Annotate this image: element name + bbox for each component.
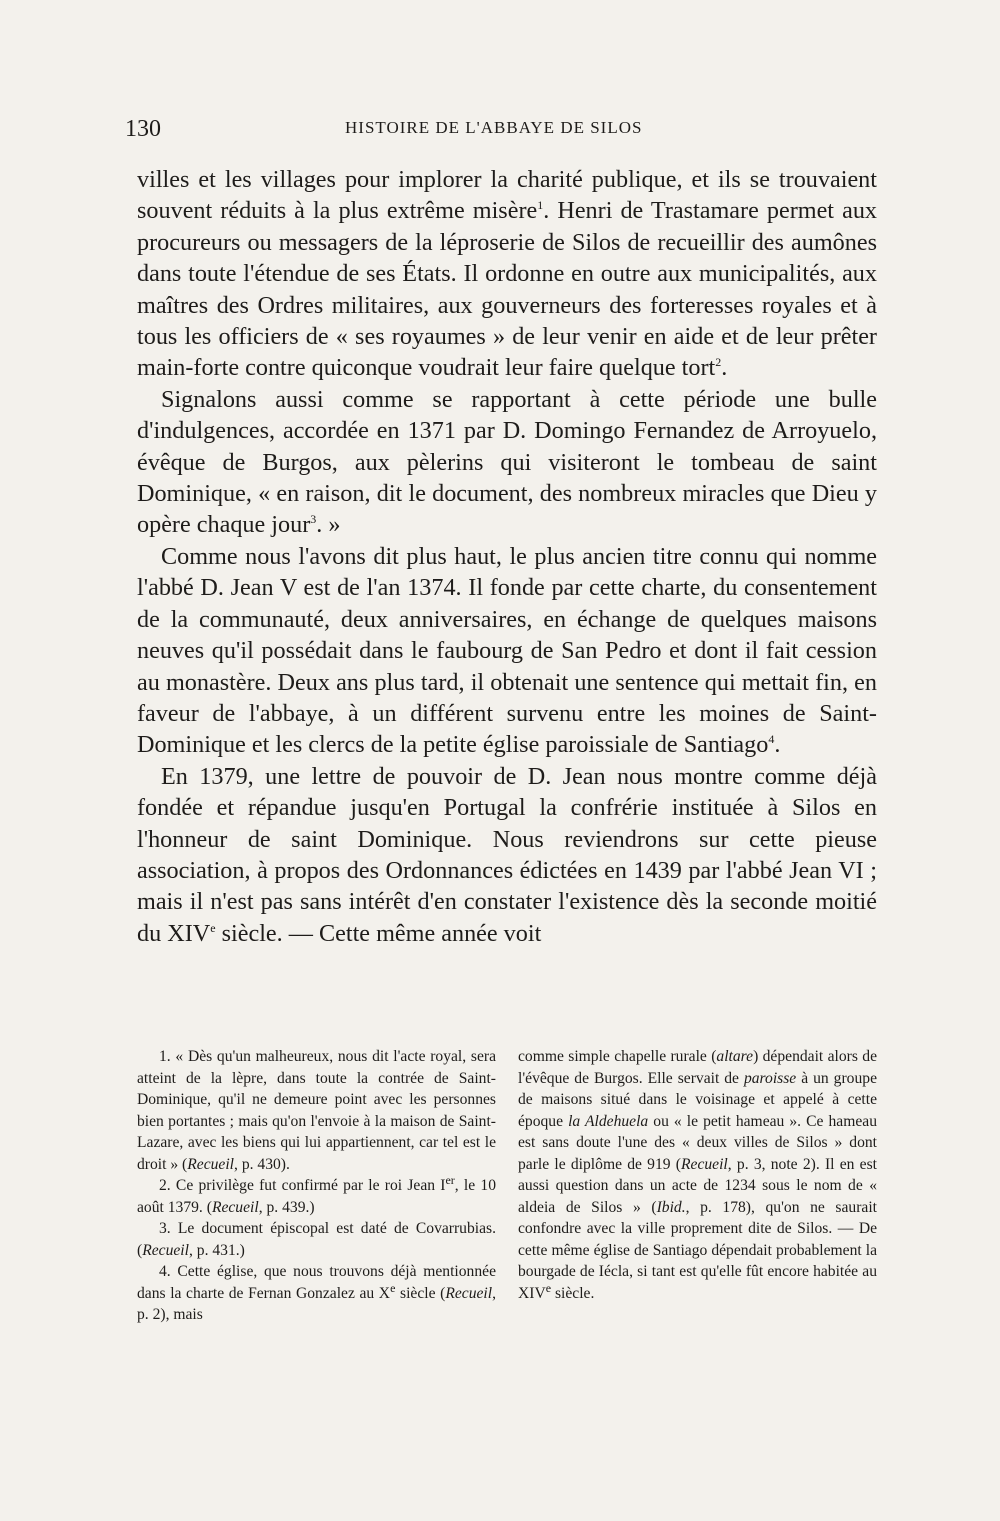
footnotes bbox=[137, 1046, 877, 1326]
footnote-1: 1. « Dès qu'un malheureux, nous dit l'acte royal, sera atteint de la lèpre, dans toute la contrée de Saint-Dominique, qu'il ne demeure point avec les personnes bien portantes ; mais qu'on l'envoie à la maison de Saint-Lazare, avec les biens qui lui appartiennent, car tel est le droit » (Recueil, p. 430). bbox=[137, 1048, 496, 1173]
footnotes-column-left bbox=[137, 1046, 496, 1326]
page-number: 130 bbox=[125, 116, 161, 142]
footnote-3: 3. Le document épiscopal est daté de Covarrubias. (Recueil, p. 431.) bbox=[137, 1220, 496, 1259]
paragraph-3: Comme nous l'avons dit plus haut, le plus ancien titre connu qui nomme l'abbé D. Jean V est de l'an 1374. Il fonde par cette charte, du consentement de la communauté, deux anniversaires, en échange de quelques maisons neuves qu'il possédait dans le faubourg de San Pedro et dont il fait cession au monastère. Deux ans plus tard, il obtenait une sentence qui mettait fin, en faveur de l'abbaye, à un différent survenu entre les moines de Saint-Dominique et les clercs de la petite église paroissiale de Santiago$^4$. bbox=[137, 542, 877, 759]
paragraph-4: En 1379, une lettre de pouvoir de D. Jean nous montre comme déjà fondée et répandue jusqu'en Portugal la confrérie instituée à Silos en l'honneur de saint Dominique. Nous reviendrons sur cette pieuse association, à propos des Ordonnances édictées en 1439 par l'abbé Jean VI ; mais il n'est pas sans intérêt d'en constater l'existence dès la seconde moitié du XIVe siècle. — Cette même année voit bbox=[137, 762, 877, 947]
paragraph-2: Signalons aussi comme se rapportant à cette période une bulle d'indulgences, accordée en 1371 par D. Domingo Fernandez de Arroyuelo, évêque de Burgos, aux pèlerins qui visiteront le tombeau de saint Dominique, « en raison, dit le document, des nombreux miracles que Dieu y opère chaque jour$^3$. » bbox=[137, 385, 877, 539]
footnote-4: 4. Cette église, que nous trouvons déjà mentionnée dans la charte de Fernan Gonzalez au Xe siècle (Recueil, p. 2), mais bbox=[137, 1263, 496, 1323]
main-text bbox=[137, 164, 877, 949]
footnotes-column-right bbox=[518, 1046, 877, 1326]
page-header bbox=[125, 116, 885, 146]
footnote-4-continued: comme simple chapelle rurale (altare) dépendait alors de l'évêque de Burgos. Elle servait de paroisse à un groupe de maisons situé dans le voisinage et appelé à cette époque la Aldehuela ou « le petit hameau ». Ce hameau est sans doute l'une des « deux villes de Silos » dont parle le diplôme de 919 (Recueil, p. 3, note 2). Il en est aussi question dans un acte de 1234 sous le nom de « aldeia de Silos » (Ibid., p. 178), qu'on ne saurait confondre avec la ville proprement dite de Silos. — De cette même église de Santiago dépendait probablement la bourgade de Iécla, si tant est qu'elle fût encore habitée au XIVe siècle. bbox=[518, 1048, 877, 1302]
footnote-ref-1: 1 bbox=[537, 198, 544, 213]
superscript-e: e bbox=[210, 920, 216, 935]
footnote-ref-3: 3 bbox=[310, 512, 317, 527]
footnote-ref-4: 4 bbox=[768, 732, 775, 747]
footnote-ref-2: 2 bbox=[715, 355, 722, 370]
footnote-2: 2. Ce privilège fut confirmé par le roi Jean Ier, le 10 août 1379. (Recueil, p. 439.) bbox=[137, 1172, 496, 1216]
running-title: HISTOIRE DE L'ABBAYE DE SILOS bbox=[345, 118, 643, 137]
paragraph-1: villes et les villages pour implorer la charité publique, et ils se trouvaient souvent réduits à la plus extrême misère$^1$. Henri de Trastamare permet aux procureurs ou messagers de la léproserie de Silos de recueillir des aumônes dans toute l'étendue de ses États. Il ordonne en outre aux municipalités, aux maîtres des Ordres militaires, aux gouverneurs des forteresses royales et à tous les officiers de « ses royaumes » de leur venir en aide et de leur prêter main-forte contre quiconque voudrait leur faire quelque tort$^2$. bbox=[137, 166, 878, 382]
